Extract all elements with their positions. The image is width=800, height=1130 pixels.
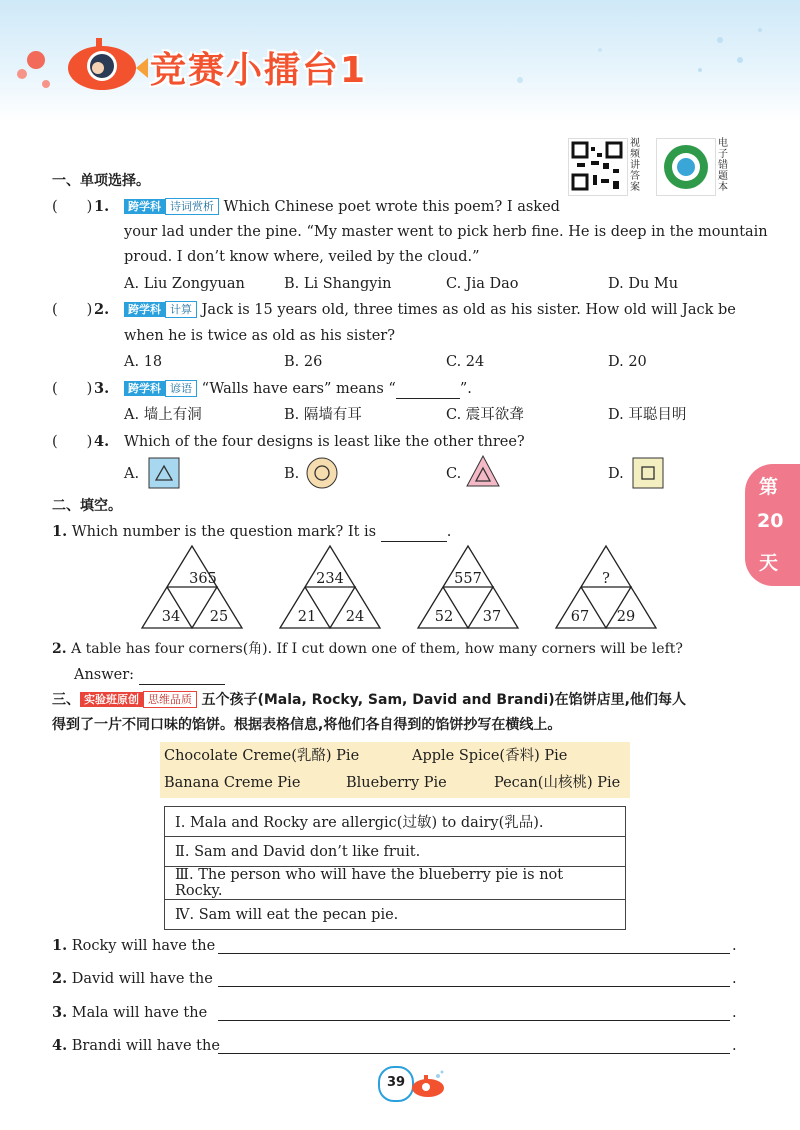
q2-text-line2: when he is twice as old as his sister? — [124, 328, 395, 344]
answer-1-text: Rocky will have the — [71, 938, 216, 954]
q1-text-line2: your lad under the pine. “My master went to pick herb fine. He is deep in the mountain — [124, 224, 768, 240]
q1-option-d[interactable]: D. Du Mu — [608, 276, 679, 292]
page-title: 竞赛小擂台1 — [150, 50, 368, 91]
q4-option-d-label[interactable]: D. — [608, 466, 624, 482]
q4-design-d-icon[interactable] — [632, 457, 664, 489]
q2-text-line1: Jack is 15 years old, three times as old as his sister. How old will Jack be — [201, 302, 736, 318]
triangle-2-left: 21 — [297, 609, 317, 625]
q3-topic-tag: 谚语 — [165, 380, 197, 397]
q2-answer-paren[interactable]: ( ) — [52, 302, 93, 318]
video-qr-label: 视频讲答案 — [630, 138, 640, 193]
section2-heading: 二、填空。 — [52, 498, 122, 514]
clue-4: Ⅳ. Sam will eat the pecan pie. — [165, 900, 626, 930]
page-number: 39 — [386, 1075, 406, 1090]
q4-design-c-icon[interactable] — [466, 455, 500, 487]
q1-topic-tag: 诗词赏析 — [165, 198, 219, 215]
q4-option-b-label[interactable]: B. — [284, 466, 300, 482]
s2-q2-number: 2. — [52, 641, 67, 657]
submarine-mascot-icon — [60, 28, 150, 98]
q2-topic-tag: 计算 — [165, 301, 197, 318]
triangle-2-right: 24 — [345, 609, 365, 625]
q1-option-c[interactable]: C. Jia Dao — [446, 276, 519, 292]
q2-option-a[interactable]: A. 18 — [124, 354, 163, 370]
triangle-4-top-question-mark[interactable]: ? — [602, 571, 610, 587]
q3-answer-paren[interactable]: ( ) — [52, 381, 93, 397]
answer-2-text: David will have the — [71, 971, 213, 987]
q3-subject-tag: 跨学科 — [124, 381, 165, 396]
q3-option-b[interactable]: B. 隔墙有耳 — [284, 407, 362, 423]
section3-prefix: 三、 — [52, 692, 80, 708]
pie-banana-creme: Banana Creme Pie — [164, 775, 301, 791]
s2-q1-number: 1. — [52, 523, 68, 540]
q4-text: Which of the four designs is least like the other three? — [124, 434, 525, 450]
s3-instruction-line2: 得到了一片不同口味的馅饼。根据表格信息,将他们各自得到的馅饼抄写在横线上。 — [52, 717, 562, 733]
section1-heading: 一、单项选择。 — [52, 173, 150, 189]
pie-flavors-box — [160, 742, 630, 798]
s3-quality-tag: 思维品质 — [143, 691, 197, 708]
q3-option-d[interactable]: D. 耳聪目明 — [608, 407, 687, 423]
mistake-book-qr-code[interactable] — [656, 138, 716, 196]
answer-1-number: 1. — [52, 937, 68, 954]
answer-4-blank[interactable] — [218, 1053, 730, 1054]
answer-2-blank[interactable] — [218, 986, 730, 987]
q3-text-end: ”. — [459, 381, 472, 397]
answer-4-number: 4. — [52, 1037, 68, 1054]
q1-answer-paren[interactable]: ( ) — [52, 199, 93, 215]
side-tab-char: 第 — [759, 476, 779, 498]
header-banner — [0, 0, 800, 122]
q4-design-a-icon[interactable] — [148, 457, 180, 489]
s2-q2-answer-blank[interactable] — [139, 666, 225, 685]
q1-option-a[interactable]: A. Liu Zongyuan — [124, 276, 245, 292]
q3-text-start: “Walls have ears” means “ — [201, 381, 396, 397]
s2-q1-end: . — [446, 524, 452, 540]
answer-2-period: . — [732, 971, 737, 987]
pie-chocolate-creme: Chocolate Creme(乳酪) Pie — [164, 748, 360, 764]
answer-4-period: . — [732, 1038, 737, 1054]
answer-3-text: Mala will have the — [71, 1005, 208, 1021]
clues-table — [164, 806, 626, 930]
q1-text-line1: Which Chinese poet wrote this poem? I asked — [223, 199, 560, 215]
q1-subject-tag: 跨学科 — [124, 199, 165, 214]
table-row — [165, 837, 626, 867]
qr-code-icon — [569, 139, 627, 195]
s2-q2-text: A table has four corners(角). If I cut down one of them, how many corners will be left? — [71, 641, 683, 657]
q3-option-a[interactable]: A. 墙上有洞 — [124, 407, 202, 423]
answer-1-period: . — [732, 938, 737, 954]
triangle-3-top: 557 — [454, 571, 482, 587]
video-qr-code[interactable] — [568, 138, 628, 196]
answer-3-blank[interactable] — [218, 1020, 730, 1021]
q3-option-c[interactable]: C. 震耳欲聋 — [446, 407, 524, 423]
q4-option-c-label[interactable]: C. — [446, 466, 462, 482]
q3-number: 3. — [94, 380, 110, 397]
q2-option-d[interactable]: D. 20 — [608, 354, 647, 370]
q1-option-b[interactable]: B. Li Shangyin — [284, 276, 392, 292]
clue-2: Ⅱ. Sam and David don’t like fruit. — [165, 837, 626, 867]
submarine-icon — [408, 1070, 448, 1100]
clue-3: Ⅲ. The person who will have the blueberry pie is not Rocky. — [165, 867, 626, 900]
mistake-book-label: 电子错题本 — [718, 138, 728, 193]
answer-4-text: Brandi will have the — [71, 1038, 220, 1054]
triangle-2-top: 234 — [316, 571, 344, 587]
q1-text-line3: proud. I don’t know where, veiled by the cloud.” — [124, 249, 480, 265]
table-row — [165, 807, 626, 837]
pie-pecan: Pecan(山核桃) Pie — [494, 775, 621, 791]
clue-1: Ⅰ. Mala and Rocky are allergic(过敏) to dairy(乳品). — [165, 807, 626, 837]
logo-qr-icon — [657, 139, 715, 195]
s2-q2-answer-label: Answer: — [74, 667, 135, 683]
side-tab-day-number: 20 — [757, 510, 784, 532]
answer-3-number: 3. — [52, 1004, 68, 1021]
q2-subject-tag: 跨学科 — [124, 302, 165, 317]
q4-option-a-label[interactable]: A. — [124, 466, 140, 482]
s2-q1-text: Which number is the question mark? It is — [71, 524, 377, 540]
triangle-3-right: 37 — [482, 609, 502, 625]
pie-blueberry: Blueberry Pie — [346, 775, 447, 791]
s3-instruction-line1: 五个孩子(Mala, Rocky, Sam, David and Brandi)在馅饼店里,他们每人 — [201, 692, 686, 708]
table-row — [165, 867, 626, 900]
table-row — [165, 900, 626, 930]
day-side-tab — [745, 464, 800, 586]
answer-3-period: . — [732, 1005, 737, 1021]
s2-q1-blank[interactable] — [381, 523, 447, 542]
triangle-4-right: 29 — [616, 609, 636, 625]
q2-option-c[interactable]: C. 24 — [446, 354, 485, 370]
q4-number: 4. — [94, 433, 110, 450]
pie-apple-spice: Apple Spice(香料) Pie — [412, 748, 568, 764]
s3-original-tag: 实验班原创 — [80, 692, 143, 707]
q1-number: 1. — [94, 198, 110, 215]
q2-number: 2. — [94, 301, 110, 318]
q4-design-b-icon[interactable] — [306, 457, 338, 489]
triangle-3-left: 52 — [434, 609, 454, 625]
triangle-1-right: 25 — [209, 609, 229, 625]
answer-2-number: 2. — [52, 970, 68, 987]
q3-blank[interactable] — [396, 380, 460, 399]
side-tab-char: 天 — [759, 552, 779, 574]
triangle-1-left: 34 — [161, 609, 181, 625]
answer-1-blank[interactable] — [218, 953, 730, 954]
triangle-4-left: 67 — [570, 609, 590, 625]
q2-option-b[interactable]: B. 26 — [284, 354, 323, 370]
triangle-1-top: 365 — [189, 571, 217, 587]
q4-answer-paren[interactable]: ( ) — [52, 434, 93, 450]
